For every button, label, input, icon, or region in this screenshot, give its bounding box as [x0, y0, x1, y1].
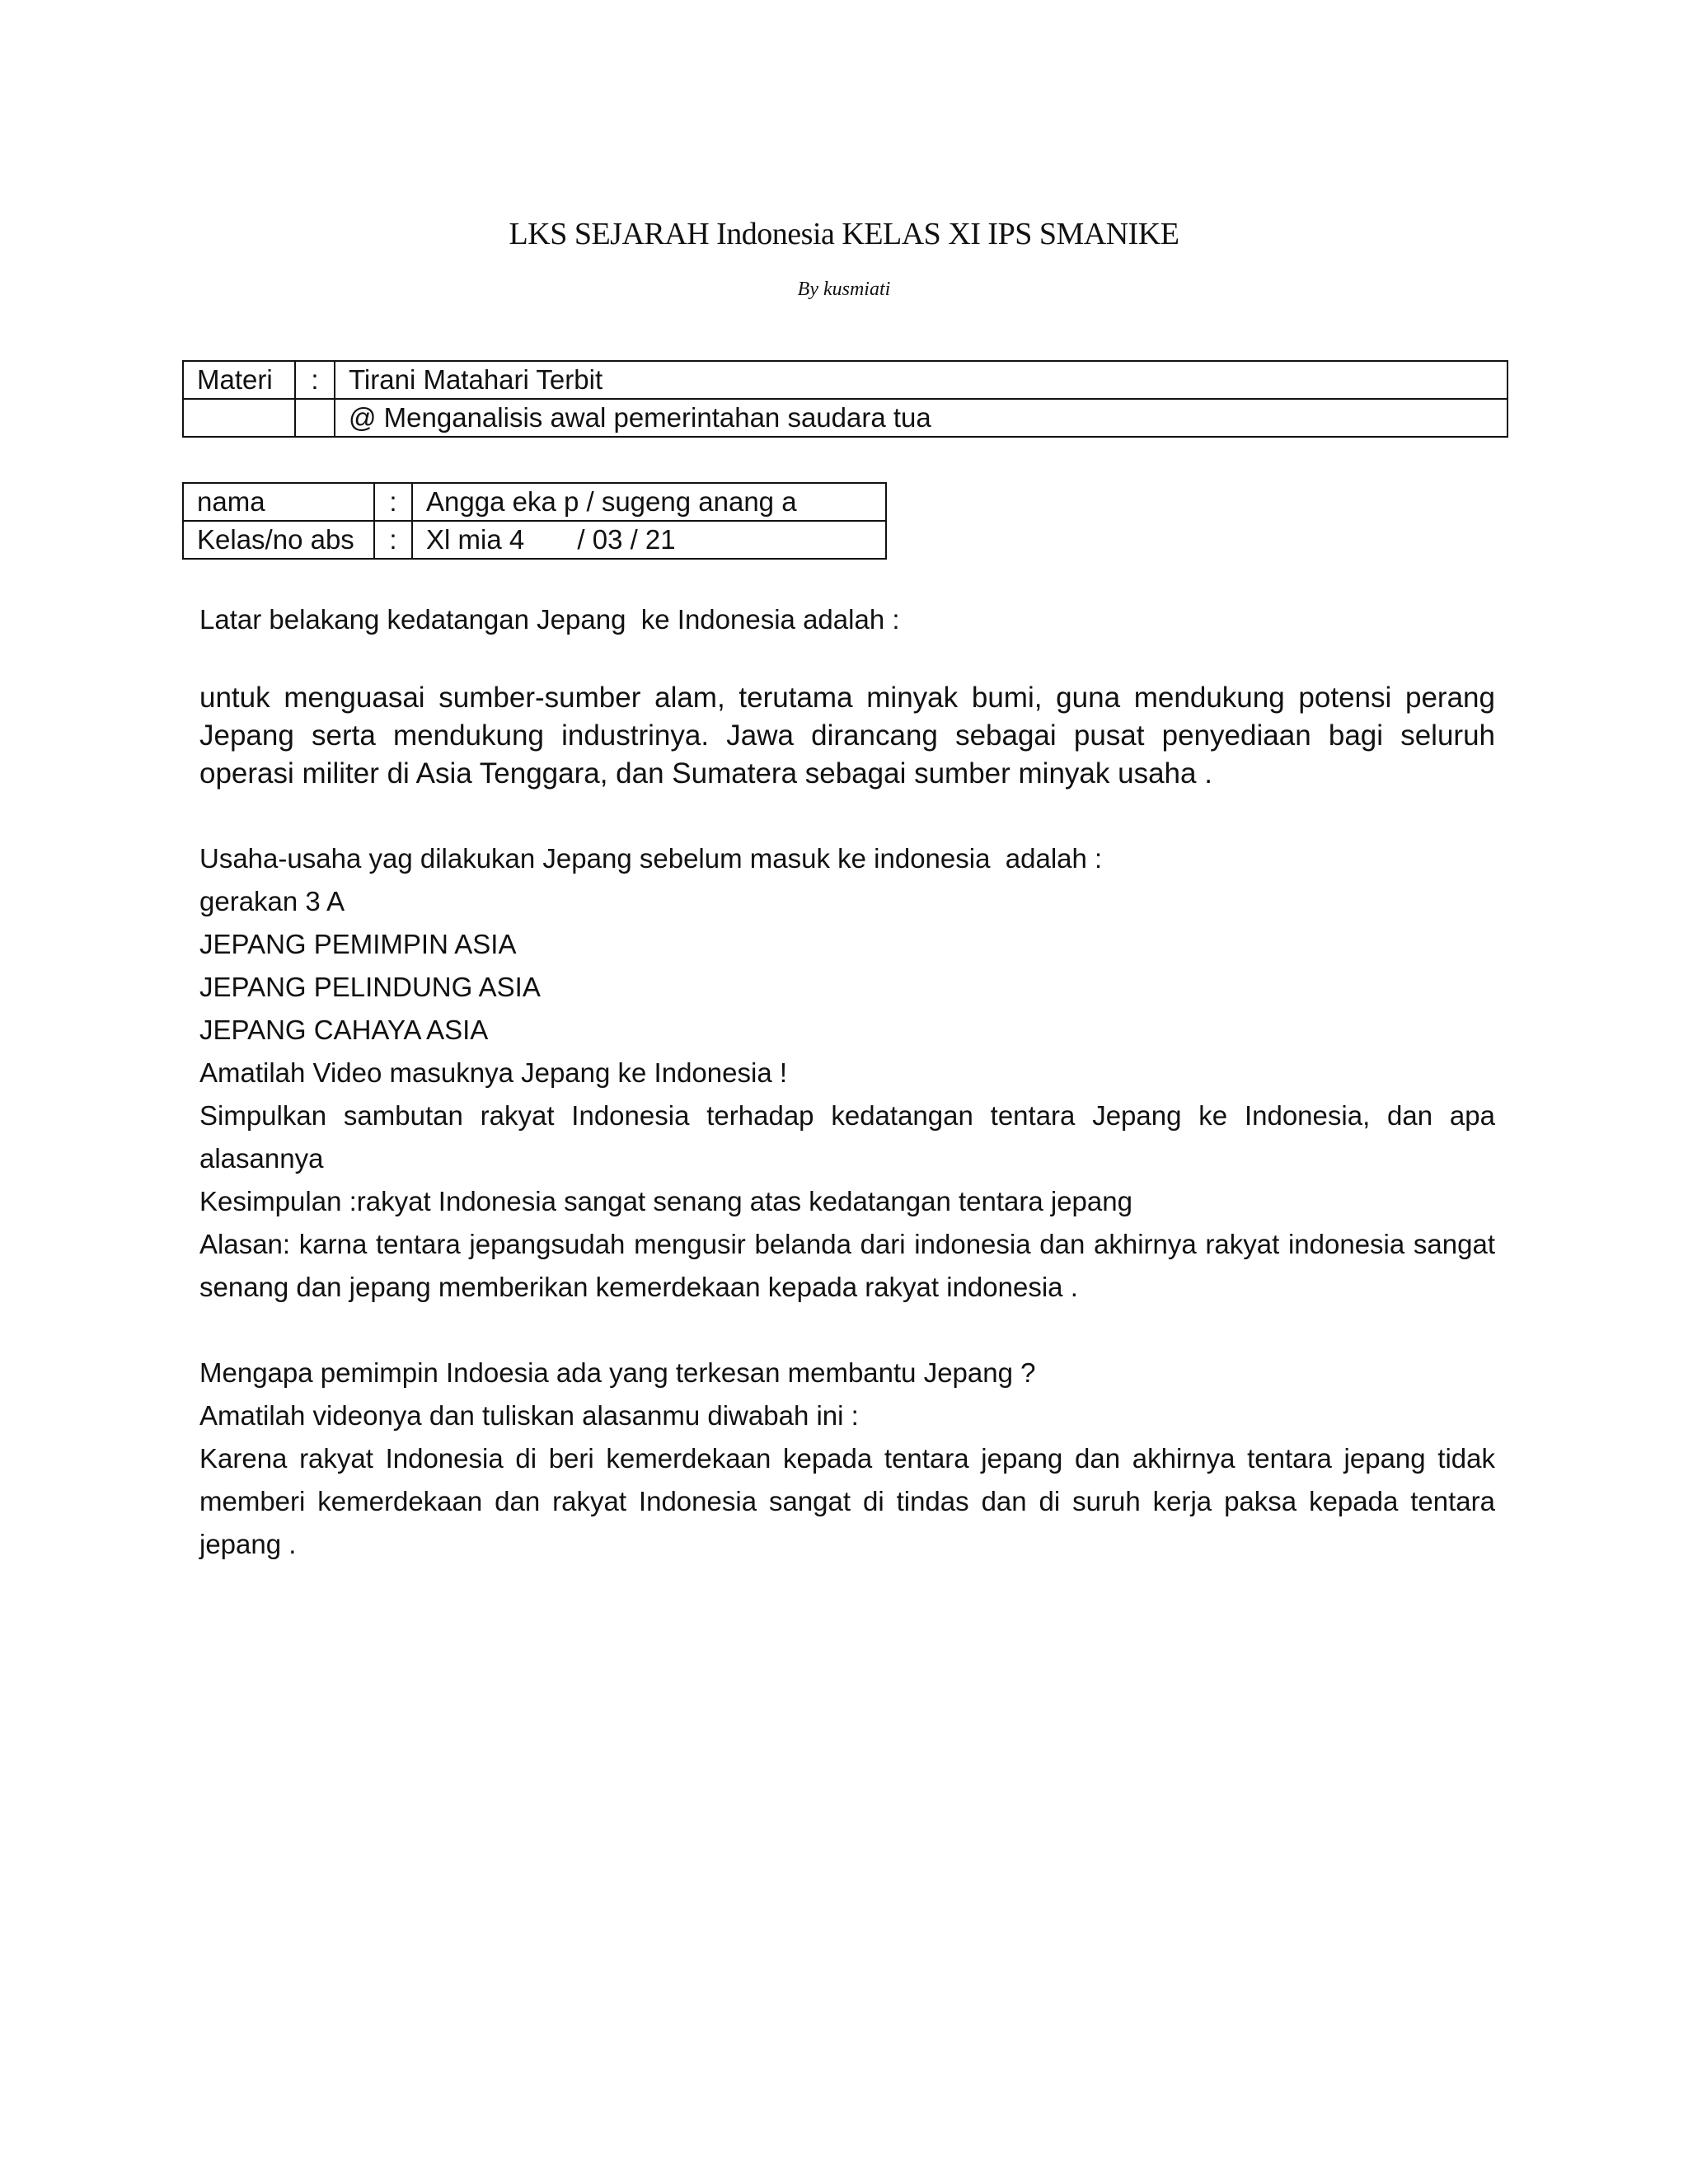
document-title: LKS SEJARAH Indonesia KELAS XI IPS SMANIKE: [509, 217, 1179, 251]
table-row: [183, 361, 1507, 399]
section1-answer: untuk menguasai sumber-sumber alam, terutama minyak bumi, guna mendukung potensi perang Jepang serta mendukung industrinya. Jawa dirancang sebagai pusat penyediaan bagi seluruh operasi militer di Asia Tenggara, dan Sumatera sebagai sumber minyak usaha .: [199, 682, 1495, 790]
table-row: [183, 399, 1507, 437]
table-row: [183, 521, 886, 559]
materi-objective: @ Menganalisis awal pemerintahan saudara tua: [335, 399, 1507, 437]
section3-block: [199, 1352, 1495, 1566]
section2-reason: Alasan: karna tentara jepangsudah mengusir belanda dari indonesia dan akhirnya rakyat indonesia sangat senang dan jepang memberikan kemerdekaan kepada rakyat indonesia .: [199, 1229, 1495, 1302]
section2-question: Usaha-usaha yag dilakukan Jepang sebelum masuk ke indonesia adalah :: [199, 843, 1103, 874]
materi-value: Tirani Matahari Terbit: [335, 361, 1507, 399]
materi-colon: :: [295, 361, 335, 399]
kelas-value: Xl mia 4 / 03 / 21: [412, 521, 886, 559]
section3-instruction: Amatilah videonya dan tuliskan alasanmu diwabah ini :: [199, 1400, 859, 1431]
section1-question: Latar belakang kedatangan Jepang ke Indonesia adalah :: [199, 604, 900, 635]
nama-label: nama: [183, 483, 374, 521]
section2-block: [199, 837, 1495, 1309]
list-item: gerakan 3 A: [199, 886, 345, 916]
materi-label: Materi: [183, 361, 295, 399]
section2-instruction: Amatilah Video masuknya Jepang ke Indonesia !: [199, 1057, 788, 1088]
nama-value: Angga eka p / sugeng anang a: [412, 483, 886, 521]
section1-question-block: [199, 598, 1495, 641]
materi-colon-empty: [295, 399, 335, 437]
kelas-label: Kelas/no abs: [183, 521, 374, 559]
materi-label-empty: [183, 399, 295, 437]
section3-answer: Karena rakyat Indonesia di beri kemerdekaan kepada tentara jepang dan akhirnya tentara jepang tidak memberi kemerdekaan dan rakyat Indonesia sangat di tindas dan di suruh kerja paksa kepada tentara jepang .: [199, 1443, 1495, 1559]
section2-question2: Simpulkan sambutan rakyat Indonesia terhadap kedatangan tentara Jepang ke Indonesia, dan apa alasannya: [199, 1100, 1495, 1174]
list-item: JEPANG PELINDUNG ASIA: [199, 972, 541, 1002]
kelas-colon: :: [374, 521, 412, 559]
nama-colon: :: [374, 483, 412, 521]
section2-conclusion: Kesimpulan :rakyat Indonesia sangat senang atas kedatangan tentara jepang: [199, 1186, 1132, 1216]
materi-table: [182, 360, 1508, 438]
student-table: [182, 482, 887, 560]
list-item: JEPANG PEMIMPIN ASIA: [199, 929, 517, 959]
document-author: By kusmiati: [797, 279, 891, 300]
table-row: [183, 483, 886, 521]
list-item: JEPANG CAHAYA ASIA: [199, 1015, 489, 1045]
section3-question: Mengapa pemimpin Indoesia ada yang terkesan membantu Jepang ?: [199, 1357, 1036, 1388]
